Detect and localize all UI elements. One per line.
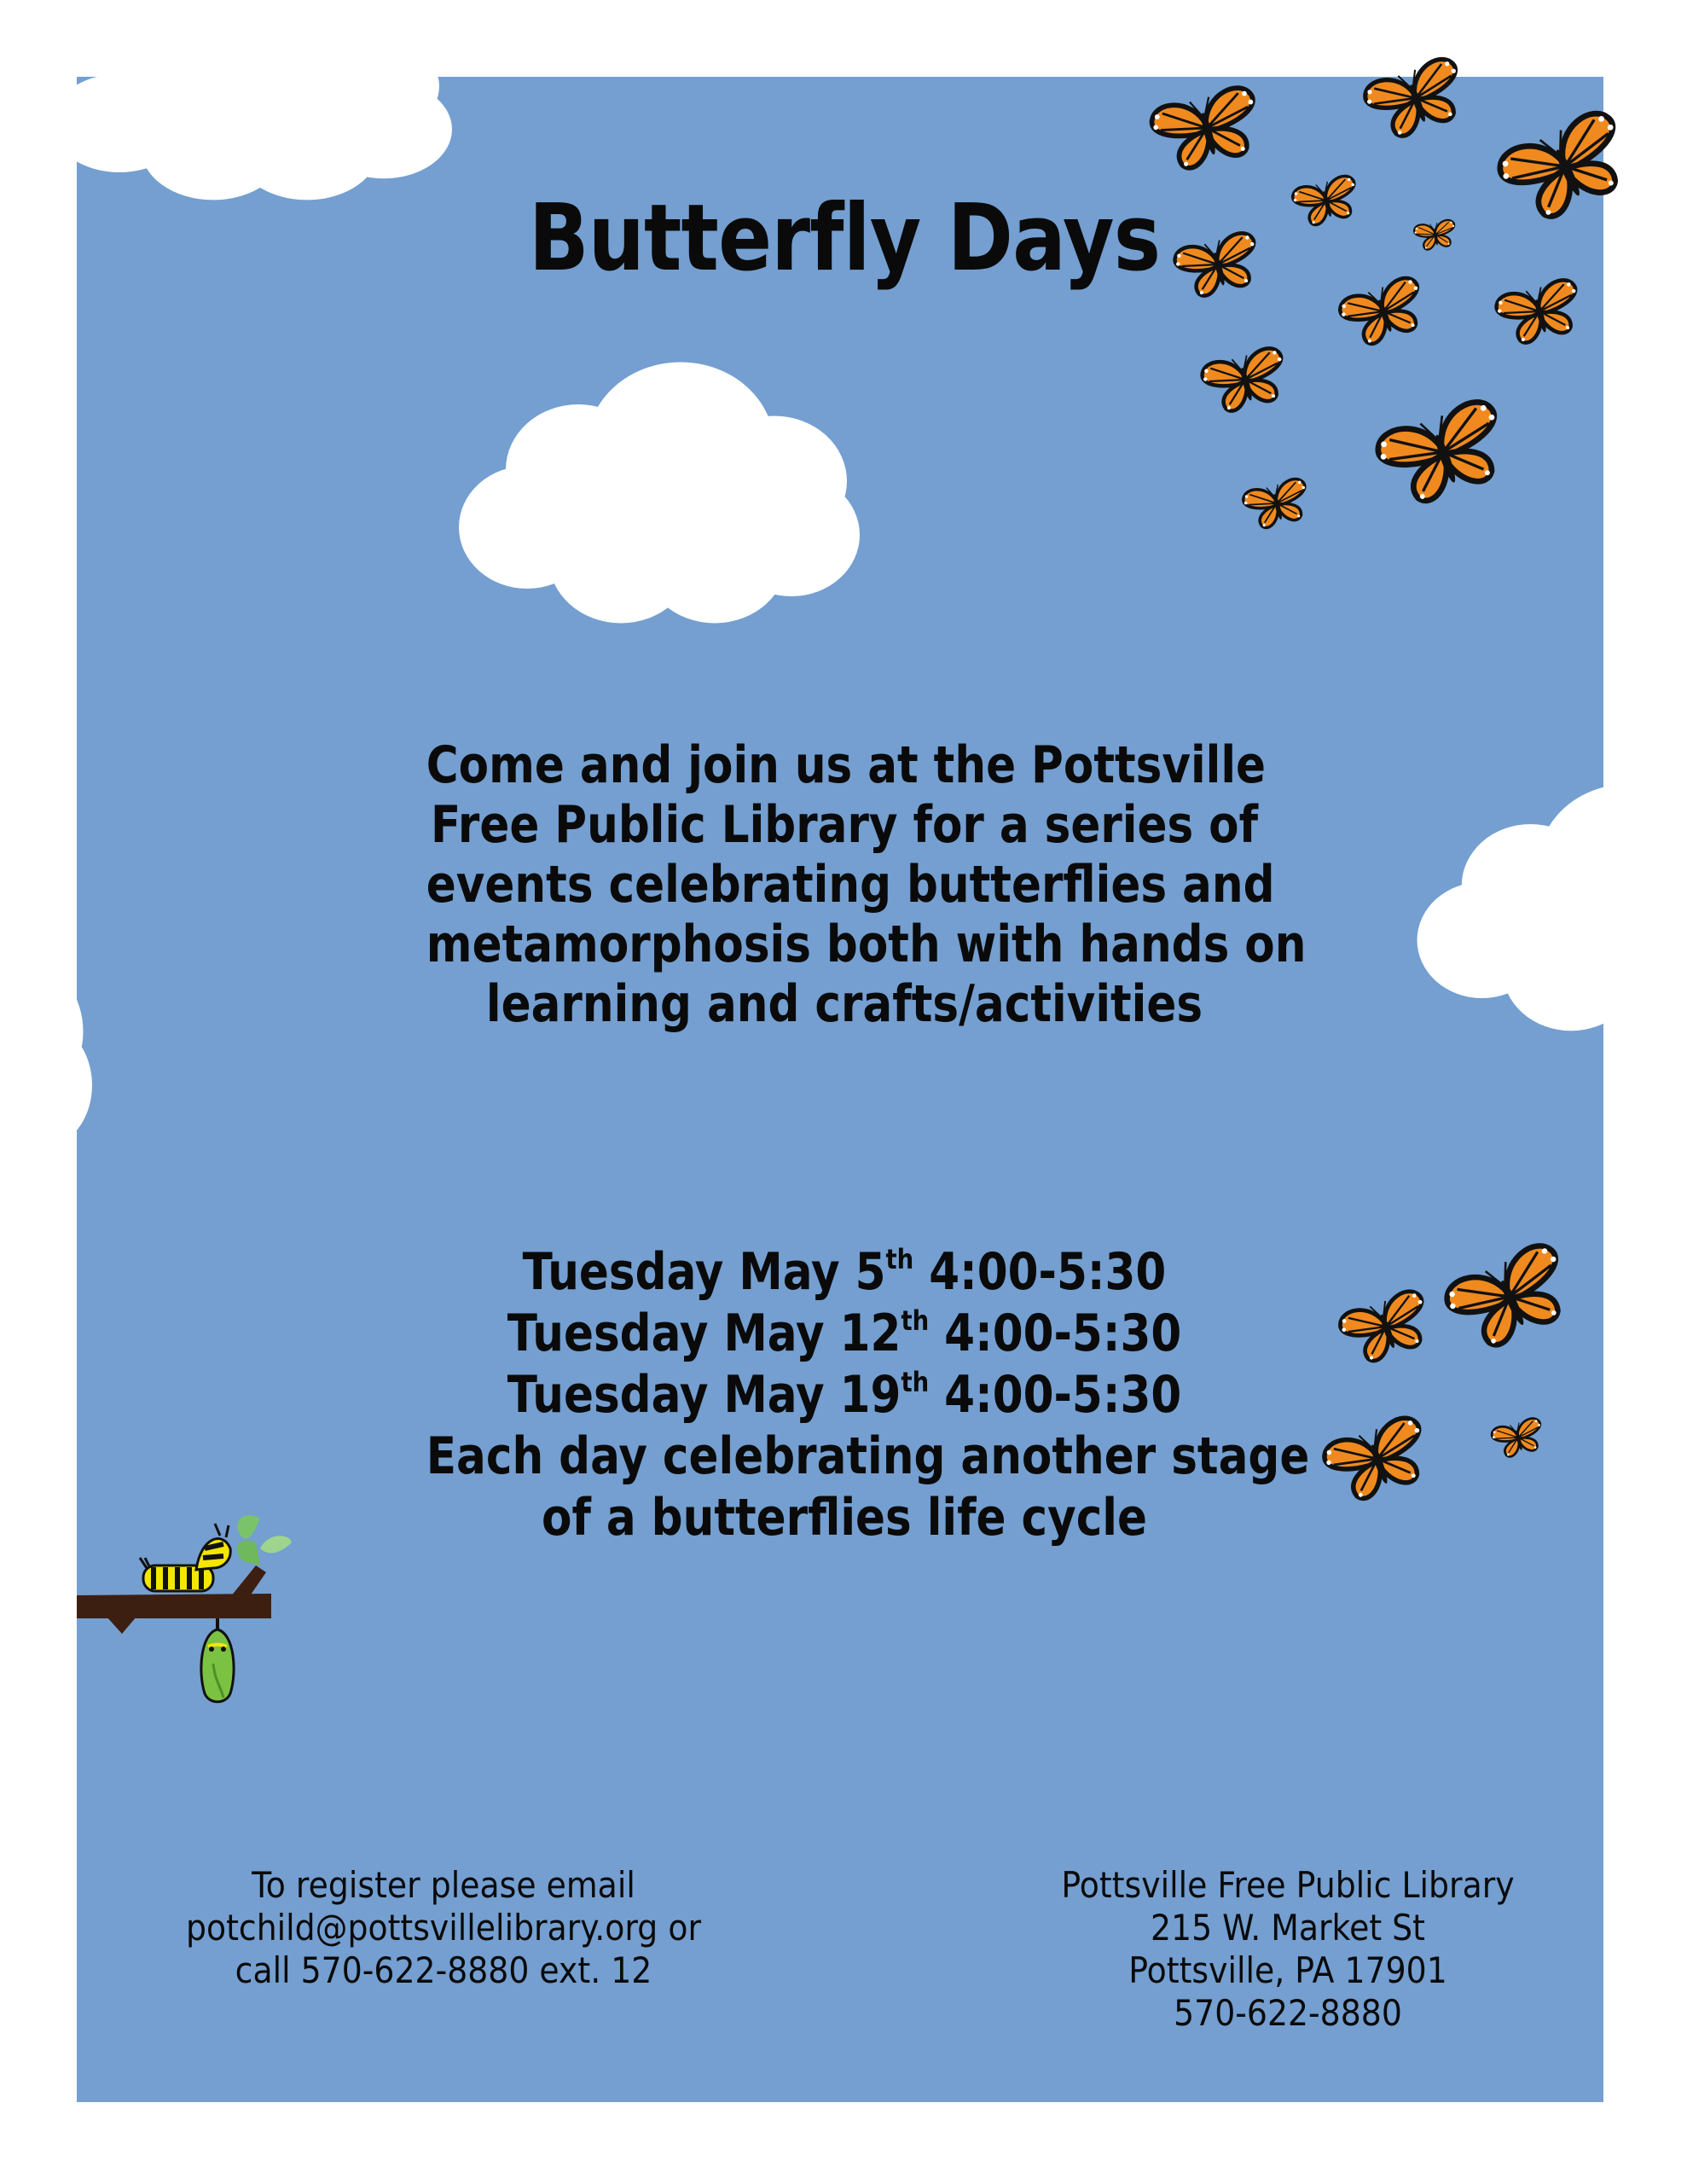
caterpillar-icon [140,1524,230,1591]
schedule-time: 4:00-5:30 [944,1304,1182,1363]
butterfly-icon [1361,55,1471,143]
butterfly-icon [1149,84,1267,175]
butterfly-icon [1494,107,1638,229]
butterfly-icon [1290,174,1362,229]
butterfly-icon [1320,1414,1435,1507]
butterfly-icon [1494,277,1586,348]
cloud-middle [459,363,860,624]
library-phone: 570-622-8880 [1174,1992,1402,2034]
registration-email: potchild@pottsvillelibrary.org or [185,1907,701,1949]
chrysalis-icon [201,1618,234,1702]
library-city: Pottsville, PA 17901 [1128,1949,1447,1991]
butterfly-icon [1336,1287,1435,1368]
schedule-day: Tuesday May 12 [507,1304,901,1363]
schedule-time: 4:00-5:30 [944,1365,1182,1425]
schedule-day: Tuesday May 19 [507,1365,901,1425]
closing-line: Each day celebrating another stage [426,1426,1310,1486]
schedule-day-suffix: th [885,1243,914,1275]
event-schedule [426,1241,1310,1548]
registration-line: To register please email [252,1864,635,1906]
poster-title: Butterfly Days [528,185,1161,292]
cloud-right [1417,784,1687,1031]
intro-line: learning and crafts/activities [485,974,1203,1034]
butterfly-icon [1241,477,1313,532]
butterfly-icon [1441,1240,1580,1356]
schedule-time: 4:00-5:30 [929,1242,1167,1302]
schedule-day-suffix: th [901,1366,930,1398]
registration-info [136,1864,751,1992]
butterfly-icon [1413,219,1458,252]
butterfly-icon [1490,1416,1546,1460]
intro-line: Come and join us at the Pottsville [426,735,1267,795]
cloud-top-left [51,0,452,200]
schedule-item [426,1303,1262,1364]
intro-line: events celebrating butterflies and [426,855,1275,915]
butterfly-icon [1336,275,1430,351]
intro-line: metamorphosis both with hands on [426,915,1307,974]
butterfly-icon [1200,346,1292,416]
butterfly-icon [1373,397,1514,511]
closing-line: of a butterflies life cycle [542,1488,1147,1548]
intro-paragraph [426,735,1307,1034]
schedule-item [426,1364,1262,1426]
cloud-left [0,913,92,1174]
schedule-day-suffix: th [901,1304,930,1337]
intro-line: Free Public Library for a series of [430,795,1259,855]
schedule-day: Tuesday May 5 [522,1242,886,1302]
registration-phone: call 570-622-8880 ext. 12 [235,1949,652,1991]
library-street: 215 W. Market St [1150,1907,1426,1949]
library-address [973,1864,1603,2035]
library-name: Pottsville Free Public Library [1061,1864,1515,1906]
schedule-item [426,1241,1262,1303]
